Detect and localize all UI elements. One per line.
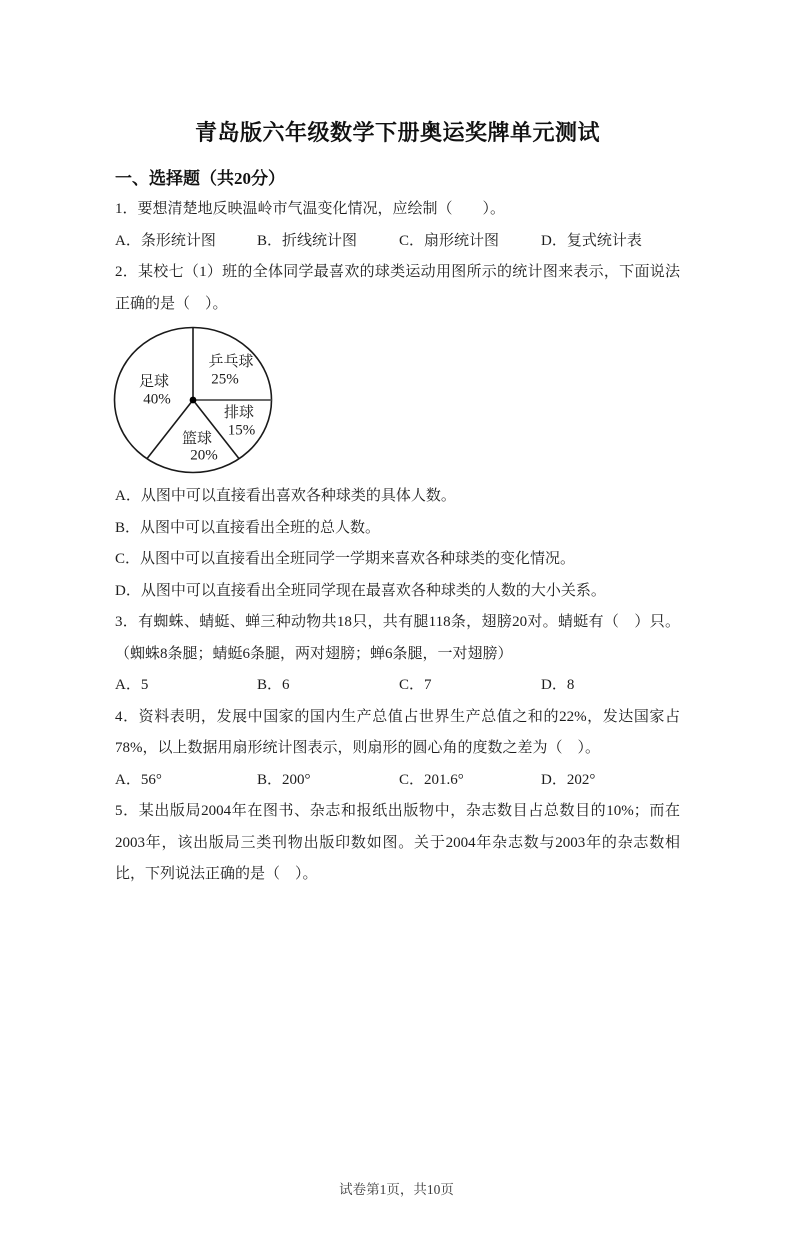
question-2-text: 2．某校七（1）班的全体同学最喜欢的球类运动用图所示的统计图来表示，下面说法正确的是（ ）。 (115, 264, 680, 312)
question-3-text: 3．有蜘蛛、蜻蜓、蝉三种动物共18只，共有腿118条，翅膀20对。蜻蜓有（ ）只。（蜘蛛8条腿；蜻蜓6条腿，两对翅膀；蝉6条腿，一对翅膀） (115, 614, 680, 662)
question-4-options (115, 765, 680, 797)
q3-option-c: C．7 (399, 677, 432, 693)
q4-option-d: D．202° (541, 771, 596, 788)
pie-value-basketball: 20% (190, 447, 218, 464)
pie-chart-svg (113, 325, 279, 477)
q3-option-d: D．8 (541, 677, 575, 693)
pie-label-basketball: 篮球 (181, 431, 213, 447)
question-3-options (115, 670, 680, 702)
q3-option-b: B．6 (257, 677, 290, 693)
q1-option-c: C．扇形统计图 (399, 232, 500, 249)
pie-label-pingpong: 乒乓球 (208, 354, 254, 370)
q2-option-a: A．从图中可以直接看出喜欢各种球类的具体人数。 (115, 488, 456, 504)
q1-option-a: A．条形统计图 (115, 232, 216, 249)
q1-option-d: D．复式统计表 (541, 232, 642, 249)
pie-value-volleyball: 15% (227, 422, 256, 439)
pie-label-volleyball: 排球 (223, 405, 255, 421)
section-heading: 一、选择题（共20分） (115, 169, 285, 188)
question-5-text: 5．某出版局2004年在图书、杂志和报纸出版物中，杂志数目占总数目的10%；而在2003年，该出版局三类刊物出版印数如图。关于2004年杂志数与2003年的杂志数相比，下列说法正确的是（ ）。 (115, 803, 680, 882)
page-title: 青岛版六年级数学下册奥运奖牌单元测试 (194, 120, 600, 145)
q3-option-a: A．5 (115, 677, 149, 693)
question-1-text: 1．要想清楚地反映温岭市气温变化情况，应绘制（ ）。 (115, 201, 506, 217)
q4-option-a: A．56° (115, 771, 162, 788)
page-footer: 试卷第1页，共10页 (339, 1182, 454, 1197)
pie-label-football: 足球 (138, 374, 170, 390)
question-2-options (115, 481, 680, 607)
q1-option-b: B．折线统计图 (257, 232, 358, 249)
q2-option-c: C．从图中可以直接看出全班同学一学期来喜欢各种球类的变化情况。 (115, 551, 576, 567)
q4-option-b: B．200° (257, 771, 311, 788)
pie-value-pingpong: 25% (211, 371, 239, 388)
question-2-pie-chart (113, 325, 279, 477)
pie-value-football: 40% (143, 391, 171, 408)
q2-option-d: D．从图中可以直接看出全班同学现在最喜欢各种球类的人数的大小关系。 (115, 582, 606, 599)
test-paper-page (0, 116, 793, 891)
q2-option-b: B．从图中可以直接看出全班的总人数。 (115, 519, 381, 536)
q4-option-c: C．201.6° (399, 771, 464, 788)
question-1-options (115, 226, 680, 258)
question-4-text: 4．资料表明，发展中国家的国内生产总值占世界生产总值之和的22%，发达国家占78%，以上数据用扇形统计图表示，则扇形的圆心角的度数之差为（ ）。 (115, 708, 680, 756)
pie-center-dot (190, 397, 197, 404)
